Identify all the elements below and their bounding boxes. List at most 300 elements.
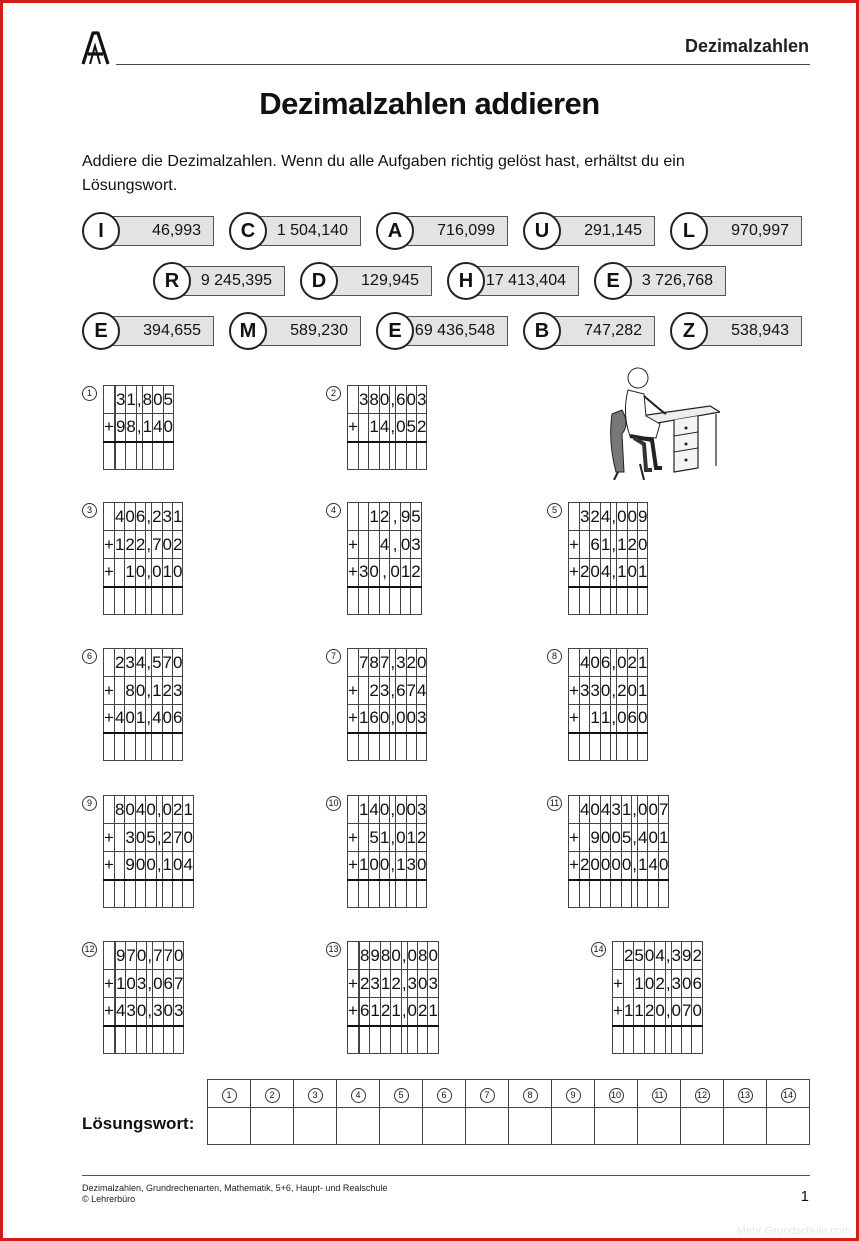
result-cell[interactable]	[173, 880, 183, 908]
digit-cell: ,	[146, 649, 152, 677]
problem-number: 14	[591, 942, 606, 957]
answer-letter: E	[82, 312, 120, 350]
digit-cell: +	[613, 998, 624, 1026]
digit-cell: 0	[173, 559, 183, 587]
digit-cell: 2	[359, 970, 369, 998]
logo-a-icon	[80, 30, 110, 66]
digit-cell: ,	[390, 852, 396, 880]
result-cell[interactable]	[126, 1026, 136, 1054]
digit-cell: 1	[142, 414, 152, 442]
result-cell[interactable]	[406, 880, 416, 908]
digit-cell: +	[348, 824, 359, 852]
digit-cell: 8	[142, 386, 152, 414]
result-cell[interactable]	[411, 587, 421, 615]
result-cell[interactable]	[135, 733, 145, 761]
result-cell[interactable]	[600, 587, 610, 615]
result-cell[interactable]	[400, 587, 410, 615]
digit-cell: 3	[358, 559, 368, 587]
result-cell[interactable]	[379, 733, 389, 761]
result-cell[interactable]	[569, 587, 580, 615]
digit-cell: 1	[621, 796, 631, 824]
digit-cell: 7	[126, 942, 136, 970]
result-cell[interactable]	[655, 1026, 665, 1054]
solution-number-label: 7	[480, 1088, 495, 1103]
result-cell[interactable]	[407, 1026, 417, 1054]
result-cell[interactable]	[125, 880, 135, 908]
answer-value: 1 504,140	[247, 216, 361, 246]
result-cell[interactable]	[348, 442, 359, 470]
digit-cell: 3	[174, 998, 184, 1026]
answer-value: 538,943	[688, 316, 802, 346]
digit-cell: 8	[359, 942, 369, 970]
digit-cell: 2	[406, 649, 416, 677]
digit-cell: 8	[125, 677, 135, 705]
result-cell[interactable]	[617, 733, 627, 761]
answer-pill	[670, 312, 804, 350]
digit-cell: 4	[600, 796, 610, 824]
problem-number: 8	[547, 649, 562, 664]
digit-cell: 3	[579, 677, 589, 705]
digit-cell: 0	[428, 942, 438, 970]
digit-cell: 3	[406, 852, 416, 880]
digit-cell: 0	[146, 852, 156, 880]
result-cell[interactable]	[390, 587, 400, 615]
answer-letter: U	[523, 212, 561, 250]
digit-cell: +	[348, 677, 359, 705]
solution-letter-cell[interactable]	[724, 1108, 767, 1145]
digit-cell: +	[104, 705, 115, 733]
result-cell[interactable]	[348, 1026, 359, 1054]
addition-grid	[347, 941, 439, 1054]
digit-cell: 0	[648, 796, 658, 824]
solution-number-label: 4	[351, 1088, 366, 1103]
result-cell[interactable]	[358, 442, 368, 470]
digit-cell: 1	[380, 970, 390, 998]
digit-cell: ,	[390, 414, 396, 442]
result-cell[interactable]	[634, 1026, 644, 1054]
result-cell[interactable]	[126, 442, 136, 470]
digit-cell: 0	[146, 796, 156, 824]
result-cell[interactable]	[692, 1026, 702, 1054]
result-cell[interactable]	[611, 880, 621, 908]
digit-cell: ,	[611, 649, 617, 677]
digit-cell: 2	[627, 649, 637, 677]
result-cell[interactable]	[648, 880, 658, 908]
result-cell[interactable]	[162, 587, 172, 615]
digit-cell: ,	[611, 503, 617, 531]
answer-letter: M	[229, 312, 267, 350]
digit-cell: 2	[379, 503, 389, 531]
result-cell[interactable]	[406, 442, 416, 470]
result-cell[interactable]	[358, 587, 368, 615]
digit-cell: ,	[401, 970, 407, 998]
result-cell[interactable]	[396, 733, 406, 761]
solution-number	[423, 1080, 466, 1108]
result-cell[interactable]	[627, 733, 637, 761]
digit-cell: 0	[692, 998, 702, 1026]
result-cell[interactable]	[638, 733, 648, 761]
digit-cell: 2	[627, 531, 637, 559]
digit-cell: 8	[126, 414, 136, 442]
digit-cell: 7	[153, 942, 163, 970]
solution-number-label: 14	[781, 1088, 796, 1103]
digit-cell: 4	[152, 705, 162, 733]
digit-cell: ,	[146, 677, 152, 705]
digit-cell: 6	[600, 649, 610, 677]
result-cell[interactable]	[114, 587, 124, 615]
result-cell[interactable]	[369, 733, 379, 761]
solution-number	[337, 1080, 380, 1108]
digit-cell: 2	[411, 559, 421, 587]
digit-cell: 2	[114, 649, 124, 677]
result-cell[interactable]	[379, 587, 389, 615]
result-cell[interactable]	[644, 1026, 654, 1054]
answer-letter: D	[300, 262, 338, 300]
result-cell[interactable]	[153, 1026, 163, 1054]
digit-cell: 2	[644, 998, 654, 1026]
solution-number	[251, 1080, 294, 1108]
solution-number	[724, 1080, 767, 1108]
addition-grid	[568, 502, 648, 615]
result-cell[interactable]	[348, 587, 359, 615]
digit-cell: 1	[634, 998, 644, 1026]
digit-cell: 0	[152, 559, 162, 587]
result-cell[interactable]	[174, 1026, 184, 1054]
result-cell[interactable]	[396, 880, 406, 908]
digit-cell: 9	[590, 824, 600, 852]
answer-pill	[376, 312, 510, 350]
result-cell[interactable]	[173, 587, 183, 615]
result-cell[interactable]	[173, 733, 183, 761]
digit-cell: 1	[162, 559, 172, 587]
solution-letter-cell[interactable]	[208, 1108, 251, 1145]
result-cell[interactable]	[671, 1026, 681, 1054]
digit-cell: 3	[358, 386, 368, 414]
result-cell[interactable]	[115, 442, 125, 470]
solution-letter-cell[interactable]	[509, 1108, 552, 1145]
result-cell[interactable]	[406, 733, 416, 761]
digit-cell: 4	[600, 559, 610, 587]
header-divider	[116, 64, 810, 65]
result-cell[interactable]	[359, 1026, 369, 1054]
result-cell[interactable]	[163, 1026, 173, 1054]
digit-cell: 2	[369, 677, 379, 705]
digit-cell: 7	[162, 649, 172, 677]
result-cell[interactable]	[152, 733, 162, 761]
result-cell[interactable]	[417, 880, 427, 908]
solution-number	[509, 1080, 552, 1108]
solution-letter-cell[interactable]	[337, 1108, 380, 1145]
result-cell[interactable]	[380, 1026, 390, 1054]
digit-cell: 4	[417, 677, 427, 705]
solution-letter-cell[interactable]	[767, 1108, 810, 1145]
digit-cell	[104, 942, 115, 970]
digit-cell: ,	[390, 705, 396, 733]
problem-number: 6	[82, 649, 97, 664]
digit-cell: 2	[590, 503, 600, 531]
result-cell[interactable]	[569, 733, 580, 761]
digit-cell: 3	[579, 503, 589, 531]
digit-cell: 8	[418, 942, 428, 970]
result-cell[interactable]	[617, 587, 627, 615]
result-cell[interactable]	[369, 587, 379, 615]
result-cell[interactable]	[579, 880, 589, 908]
digit-cell: ,	[611, 531, 617, 559]
result-cell[interactable]	[621, 880, 631, 908]
result-cell[interactable]	[348, 733, 359, 761]
problem-number: 1	[82, 386, 97, 401]
result-cell[interactable]	[104, 880, 115, 908]
digit-cell: ,	[156, 824, 162, 852]
result-cell[interactable]	[600, 733, 610, 761]
digit-cell: 0	[390, 559, 400, 587]
addition-grid	[103, 502, 183, 615]
result-cell[interactable]	[104, 733, 115, 761]
digit-cell: ,	[611, 559, 617, 587]
result-cell[interactable]	[115, 1026, 125, 1054]
result-cell[interactable]	[348, 880, 359, 908]
result-cell[interactable]	[590, 880, 600, 908]
solution-letter-cell[interactable]	[466, 1108, 509, 1145]
digit-cell: 1	[114, 531, 124, 559]
addition-grid	[347, 648, 427, 761]
result-cell[interactable]	[579, 587, 589, 615]
digit-cell: ,	[156, 852, 162, 880]
digit-cell: ,	[136, 414, 142, 442]
answer-letter: H	[447, 262, 485, 300]
digit-cell: +	[569, 559, 580, 587]
answer-pill	[153, 262, 287, 300]
result-cell[interactable]	[579, 733, 589, 761]
result-cell[interactable]	[379, 880, 389, 908]
digit-cell: 8	[369, 386, 379, 414]
result-cell[interactable]	[613, 1026, 624, 1054]
result-cell[interactable]	[379, 442, 389, 470]
result-cell[interactable]	[417, 442, 427, 470]
addition-grid	[103, 648, 183, 761]
digit-cell: +	[104, 414, 115, 442]
result-cell[interactable]	[114, 733, 124, 761]
solution-letter-cell[interactable]	[552, 1108, 595, 1145]
addition-grid	[347, 795, 427, 908]
digit-cell: 1	[600, 705, 610, 733]
answer-value: 3 726,768	[612, 266, 726, 296]
digit-cell	[358, 503, 368, 531]
result-cell[interactable]	[623, 1026, 633, 1054]
digit-cell: +	[348, 559, 359, 587]
problem-number: 10	[326, 796, 341, 811]
digit-cell: 0	[655, 998, 665, 1026]
digit-cell: 0	[671, 998, 681, 1026]
result-cell[interactable]	[104, 587, 115, 615]
result-cell[interactable]	[135, 587, 145, 615]
answer-pill	[594, 262, 728, 300]
digit-cell: 0	[135, 824, 145, 852]
digit-cell: 8	[380, 942, 390, 970]
result-cell[interactable]	[125, 733, 135, 761]
result-cell[interactable]	[104, 1026, 115, 1054]
digit-cell: +	[348, 998, 359, 1026]
result-cell[interactable]	[418, 1026, 428, 1054]
result-cell[interactable]	[391, 1026, 401, 1054]
digit-cell: 1	[135, 705, 145, 733]
result-cell[interactable]	[162, 733, 172, 761]
digit-cell	[114, 824, 124, 852]
digit-cell: ,	[632, 824, 638, 852]
result-cell[interactable]	[114, 880, 124, 908]
digit-cell: 3	[417, 386, 427, 414]
digit-cell: 0	[417, 649, 427, 677]
solution-letter-cell[interactable]	[294, 1108, 337, 1145]
solution-word-table	[207, 1079, 810, 1145]
digit-cell: 3	[407, 970, 417, 998]
result-cell[interactable]	[104, 442, 115, 470]
digit-cell	[114, 677, 124, 705]
addition-grid	[568, 795, 669, 908]
answer-letter: L	[670, 212, 708, 250]
solution-letter-cell[interactable]	[251, 1108, 294, 1145]
digit-cell: 7	[152, 531, 162, 559]
result-cell[interactable]	[153, 442, 163, 470]
digit-cell: 3	[411, 531, 421, 559]
digit-cell: ,	[390, 386, 396, 414]
digit-cell: 0	[396, 796, 406, 824]
result-cell[interactable]	[590, 587, 600, 615]
solution-letter-cell[interactable]	[380, 1108, 423, 1145]
digit-cell: 2	[655, 970, 665, 998]
solution-letter-cell[interactable]	[423, 1108, 466, 1145]
solution-letter-cell[interactable]	[595, 1108, 638, 1145]
solution-letter-cell[interactable]	[681, 1108, 724, 1145]
digit-cell: 1	[358, 796, 368, 824]
result-cell[interactable]	[125, 587, 135, 615]
digit-cell	[569, 503, 580, 531]
digit-cell: ,	[146, 531, 152, 559]
digit-cell: 4	[115, 998, 125, 1026]
result-cell[interactable]	[358, 733, 368, 761]
footer-line-1: Dezimalzahlen, Grundrechenarten, Mathematik, 5+6, Haupt- und Realschule	[82, 1183, 388, 1193]
digit-cell: ,	[147, 942, 153, 970]
result-cell[interactable]	[396, 442, 406, 470]
digit-cell: 7	[358, 649, 368, 677]
digit-cell: +	[104, 824, 115, 852]
digit-cell: 2	[418, 998, 428, 1026]
footer-line-2: © Lehrerbüro	[82, 1194, 136, 1204]
result-cell[interactable]	[163, 442, 173, 470]
result-cell[interactable]	[369, 880, 379, 908]
answer-value: 747,282	[541, 316, 655, 346]
result-cell[interactable]	[569, 880, 580, 908]
result-cell[interactable]	[183, 880, 193, 908]
solution-number	[681, 1080, 724, 1108]
digit-cell: ,	[665, 942, 671, 970]
digit-cell: ,	[147, 970, 153, 998]
solution-number-label: 1	[222, 1088, 237, 1103]
problem-number: 11	[547, 796, 562, 811]
digit-cell: 1	[634, 970, 644, 998]
digit-cell: +	[569, 824, 580, 852]
result-cell[interactable]	[590, 733, 600, 761]
answer-value: 17 413,404	[465, 266, 579, 296]
digit-cell: 0	[407, 998, 417, 1026]
page-title: Dezimalzahlen addieren	[259, 86, 600, 121]
problem-number: 3	[82, 503, 97, 518]
digit-cell: ,	[390, 824, 396, 852]
answer-pill	[82, 212, 216, 250]
digit-cell: 1	[183, 796, 193, 824]
digit-cell: +	[613, 970, 624, 998]
digit-cell: 0	[590, 559, 600, 587]
solution-letter-cell[interactable]	[638, 1108, 681, 1145]
result-cell[interactable]	[370, 1026, 380, 1054]
answer-letter: I	[82, 212, 120, 250]
answer-value: 394,655	[100, 316, 214, 346]
result-cell[interactable]	[428, 1026, 438, 1054]
digit-cell	[623, 970, 633, 998]
digit-cell: ,	[390, 503, 400, 531]
digit-cell	[114, 852, 124, 880]
result-cell[interactable]	[417, 733, 427, 761]
digit-cell: 0	[406, 386, 416, 414]
digit-cell: 7	[379, 649, 389, 677]
digit-cell: 1	[126, 386, 136, 414]
digit-cell: +	[104, 970, 115, 998]
digit-cell: 9	[400, 503, 410, 531]
result-cell[interactable]	[162, 880, 172, 908]
result-cell[interactable]	[682, 1026, 692, 1054]
result-cell[interactable]	[152, 587, 162, 615]
digit-cell: 9	[115, 414, 125, 442]
digit-cell: 0	[590, 852, 600, 880]
digit-cell: 0	[658, 852, 668, 880]
digit-cell: 0	[590, 796, 600, 824]
result-cell[interactable]	[638, 880, 648, 908]
digit-cell: 1	[638, 649, 648, 677]
digit-cell: ,	[632, 852, 638, 880]
result-cell[interactable]	[136, 1026, 146, 1054]
solution-number	[638, 1080, 681, 1108]
digit-cell: +	[569, 705, 580, 733]
digit-cell	[114, 559, 124, 587]
digit-cell: 3	[671, 942, 681, 970]
solution-number	[595, 1080, 638, 1108]
digit-cell: 5	[634, 942, 644, 970]
answer-value: 970,997	[688, 216, 802, 246]
digit-cell: 4	[579, 649, 589, 677]
result-cell[interactable]	[369, 442, 379, 470]
result-cell[interactable]	[627, 587, 637, 615]
digit-cell: 2	[125, 531, 135, 559]
digit-cell	[579, 531, 589, 559]
result-cell[interactable]	[358, 880, 368, 908]
digit-cell: 0	[627, 677, 637, 705]
digit-cell: ,	[136, 386, 142, 414]
digit-cell: 6	[135, 503, 145, 531]
result-cell[interactable]	[142, 442, 152, 470]
digit-cell: 0	[617, 649, 627, 677]
digit-cell: 0	[407, 942, 417, 970]
result-cell[interactable]	[146, 880, 156, 908]
digit-cell: 2	[173, 796, 183, 824]
digit-cell: 0	[379, 852, 389, 880]
digit-cell: 3	[590, 677, 600, 705]
digit-cell: 2	[380, 998, 390, 1026]
result-cell[interactable]	[600, 880, 610, 908]
result-cell[interactable]	[638, 587, 648, 615]
digit-cell: 4	[114, 705, 124, 733]
result-cell[interactable]	[658, 880, 668, 908]
result-cell[interactable]	[135, 880, 145, 908]
